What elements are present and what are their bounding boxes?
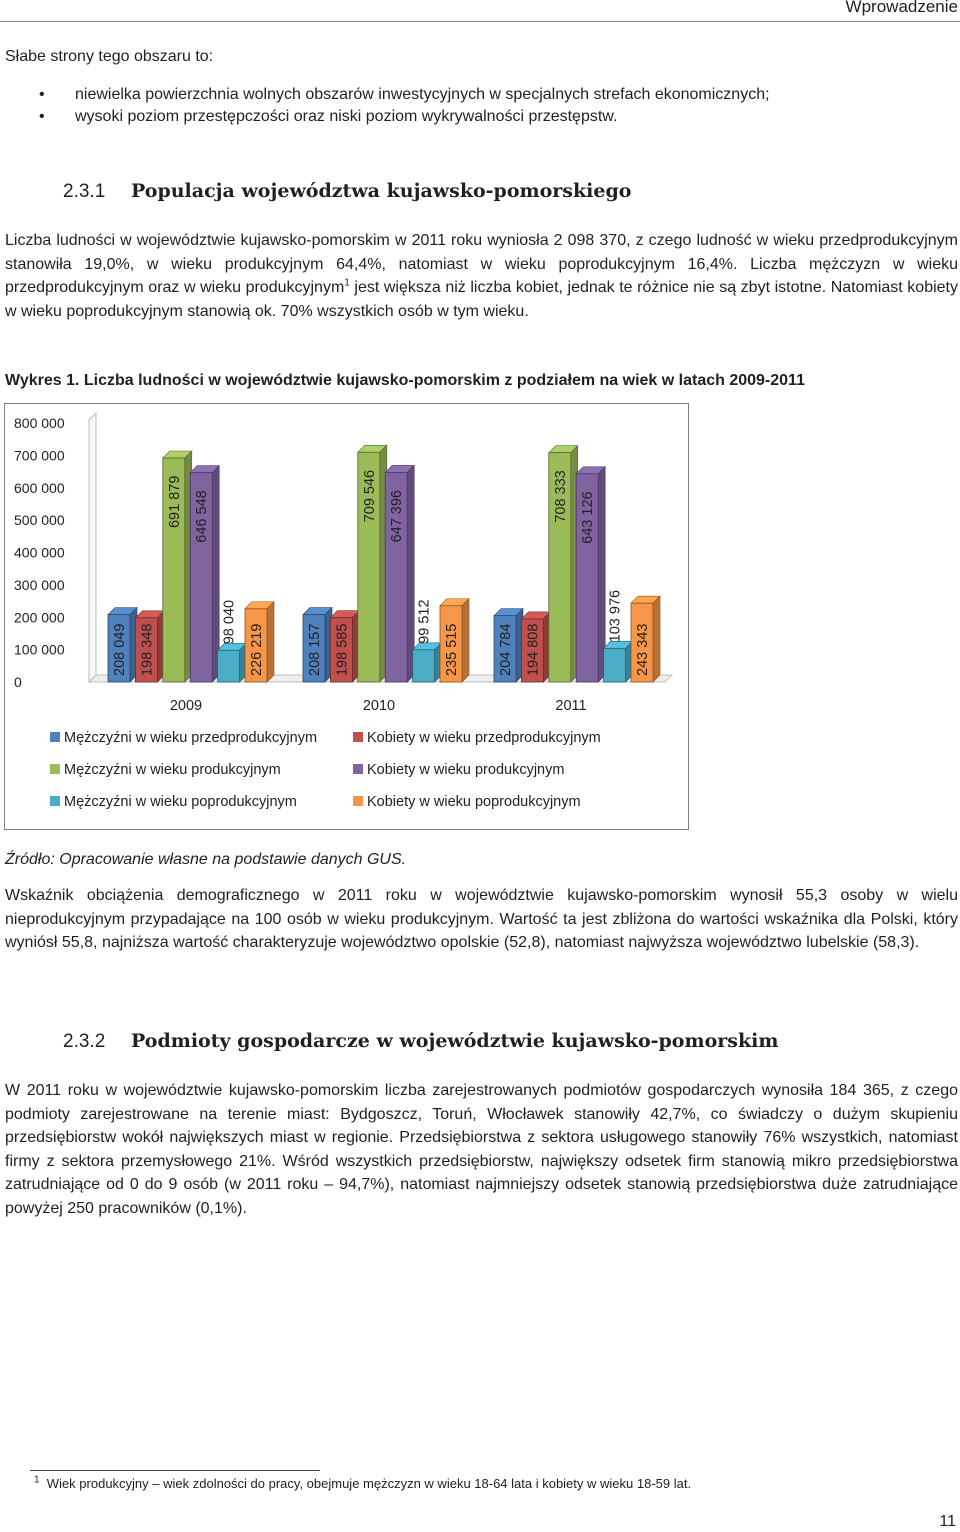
y-tick-label: 400 000 bbox=[14, 544, 65, 561]
y-tick-label: 600 000 bbox=[14, 479, 65, 496]
legend-swatch bbox=[50, 764, 60, 774]
bar-side bbox=[267, 602, 274, 682]
enterprises-paragraph: W 2011 roku w województwie kujawsko-pomorskim liczba zarejestrowanych podmiotów gospodarczych wynosiła 184 365, z czego podmioty zarejestrowane na terenie miast: Bydgoszcz, Toruń, Włocławek stanowiły 42,7%, co świadczy o dużym skupieniu przedsiębiorstw wokół największych miast w regionie. Przedsiębiorstwa z sektora usługowego stanowiły 76% wszystkich, natomiast firmy z sektora przemysłowego 21%. Wśród wszystkich przedsiębiorstw, największy odsetek firm stanowią mikro przedsiębiorstwa zatrudniające od 0 do 9 osób (w 2011 roku – 94,7%), natomiast najmniejszy odsetek stanowią przedsiębiorstwa duże zatrudniające powyżej 250 pracowników (0,1%). bbox=[5, 1082, 958, 1217]
bullet-mark: • bbox=[39, 86, 45, 103]
population-paragraph bbox=[5, 229, 958, 323]
section-number: 2.3.1 bbox=[63, 181, 106, 202]
data-label: 103 976 bbox=[607, 589, 624, 643]
data-label: 98 040 bbox=[221, 599, 238, 645]
y-tick-label: 500 000 bbox=[14, 512, 65, 529]
legend-swatch bbox=[353, 764, 363, 774]
burden-paragraph: Wskaźnik obciążenia demograficznego w 2011 roku w województwie kujawsko-pomorskim wynosił 55,3 osoby w wielu nieprodukcyjnym przypadające na 100 osób w wieku produkcyjnym. Wartość ta jest zbliżona do wartości wskaźnika dla Polski, który wyniósł 55,8, najniższa wartość charakteryzuje województwo opolskie (52,8), natomiast najwyższa województwo lubelskie (58,3). bbox=[5, 887, 958, 951]
y-tick-label: 300 000 bbox=[14, 576, 65, 593]
y-tick-label: 700 000 bbox=[14, 447, 65, 464]
header-rule bbox=[0, 21, 960, 22]
category-label: 2010 bbox=[362, 698, 396, 714]
category-label: 2011 bbox=[555, 698, 587, 714]
population-chart bbox=[4, 403, 690, 831]
footnote-ref: 1 bbox=[344, 277, 350, 289]
section-number: 2.3.2 bbox=[63, 1031, 106, 1052]
y-tick-label: 800 000 bbox=[14, 415, 65, 431]
y-tick-label: 0 bbox=[14, 674, 22, 690]
legend-label: Mężczyźni w wieku poprodukcyjnym bbox=[64, 794, 297, 810]
section-heading bbox=[63, 1030, 778, 1053]
figure-caption: Wykres 1. Liczba ludności w województwie kujawsko-pomorskim z podziałem na wiek w latach 2009-2011 bbox=[5, 372, 805, 389]
data-label: 208 049 bbox=[112, 623, 128, 676]
running-header: Wprowadzenie bbox=[845, 0, 958, 16]
legend-swatch bbox=[50, 732, 60, 742]
data-label: 194 808 bbox=[525, 623, 542, 676]
footnote bbox=[34, 1476, 691, 1491]
bar-side bbox=[462, 599, 469, 682]
data-label: 243 343 bbox=[635, 623, 651, 676]
data-label: 198 348 bbox=[139, 623, 156, 676]
page-number: 11 bbox=[939, 1513, 956, 1530]
bar bbox=[413, 650, 435, 682]
bar bbox=[218, 650, 240, 682]
legend-label: Mężczyźni w wieku produkcyjnym bbox=[64, 762, 281, 778]
data-label: 204 784 bbox=[498, 623, 514, 676]
category-label: 2009 bbox=[169, 698, 203, 714]
data-label: 646 548 bbox=[194, 490, 211, 543]
legend-label: Kobiety w wieku przedprodukcyjnym bbox=[367, 730, 601, 746]
paragraph-text-cont: jest większa niż liczba kobiet, jednak te różnice nie są zbyt istotne. Natomiast kobiety w wieku poprodukcyjnym stanowią ok. 70% wszystkich osób w tym wieku. bbox=[5, 279, 959, 320]
bullet-text: niewielka powierzchnia wolnych obszarów inwestycyjnych w specjalnych strefach ekonomicznych; bbox=[75, 86, 770, 103]
data-label: 691 879 bbox=[166, 475, 183, 529]
footnote-text: Wiek produkcyjny – wiek zdolności do pracy, obejmuje mężczyzn w wieku 18-64 lata i kobiety w wieku 18-59 lat. bbox=[46, 1476, 692, 1491]
section-heading bbox=[63, 180, 631, 203]
data-label: 647 396 bbox=[389, 489, 406, 543]
section-title: Podmioty gospodarcze w województwie kujawsko-pomorskim bbox=[131, 1030, 779, 1052]
y-tick-label: 200 000 bbox=[14, 609, 65, 626]
bar bbox=[604, 648, 626, 682]
bullet-mark: • bbox=[39, 108, 45, 125]
bullet-text: wysoki poziom przestępczości oraz niski poziom wykrywalności przestępstw. bbox=[75, 108, 618, 125]
data-label: 709 546 bbox=[361, 469, 378, 523]
data-label: 235 515 bbox=[444, 623, 460, 676]
data-label: 708 333 bbox=[552, 470, 569, 523]
legend-label: Kobiety w wieku poprodukcyjnym bbox=[367, 794, 581, 810]
section-title: Populacja województwa kujawsko-pomorskiego bbox=[131, 180, 632, 202]
data-label: 643 126 bbox=[580, 491, 597, 544]
y-tick-label: 100 000 bbox=[14, 641, 65, 658]
figure-source: Źródło: Opracowanie własne na podstawie danych GUS. bbox=[5, 851, 407, 868]
bar-side bbox=[653, 596, 660, 682]
legend-swatch bbox=[50, 796, 60, 806]
data-label: 208 157 bbox=[307, 623, 323, 676]
data-label: 226 219 bbox=[249, 623, 265, 676]
data-label: 99 512 bbox=[416, 599, 433, 644]
data-label: 198 585 bbox=[334, 623, 351, 676]
legend-swatch bbox=[353, 796, 363, 806]
footnote-rule bbox=[30, 1470, 320, 1471]
legend-label: Mężczyźni w wieku przedprodukcyjnym bbox=[64, 730, 318, 746]
weaknesses-lead: Słabe strony tego obszaru to: bbox=[5, 48, 214, 65]
legend-label: Kobiety w wieku produkcyjnym bbox=[367, 762, 565, 778]
back-wall-side bbox=[89, 413, 96, 682]
paragraph-text: Liczba ludności w województwie kujawsko-pomorskim w 2011 roku wyniosła 2 098 370, z czego ludność w wieku przedprodukcyjnym stanowiła 19,0%, w wieku produkcyjnym 64,4%, natomiast w wieku poprodukcyjnym 16,4%. Liczba mężczyzn w wieku przedprodukcyjnym oraz w wieku produkcyjnym bbox=[5, 232, 958, 296]
legend-swatch bbox=[353, 732, 363, 742]
footnote-number: 1 bbox=[34, 1474, 40, 1486]
y-axis bbox=[14, 415, 65, 690]
